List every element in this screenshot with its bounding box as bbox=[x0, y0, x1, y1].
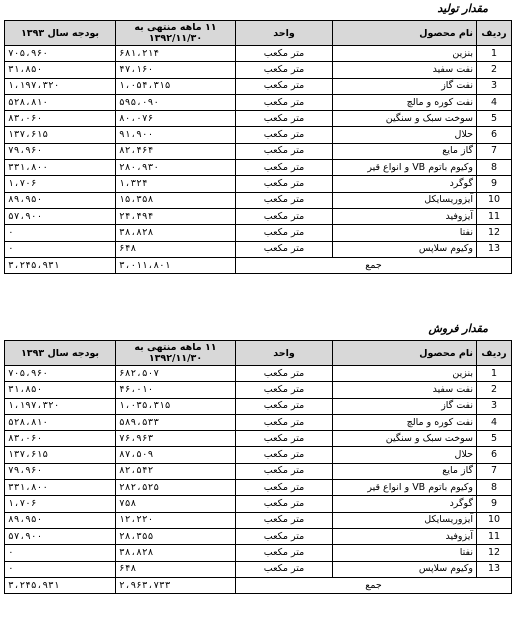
product-name: نفتا bbox=[333, 545, 477, 561]
unit-cell: متر مکعب bbox=[236, 111, 333, 127]
period-value: ۸۰،۰۷۶ bbox=[116, 111, 236, 127]
budget-value: ۱،۱۹۷،۳۲۰ bbox=[5, 398, 116, 414]
budget-value: ۱۳۷،۶۱۵ bbox=[5, 127, 116, 143]
period-value: ۸۷،۵۰۹ bbox=[116, 447, 236, 463]
row-index: 2 bbox=[477, 382, 512, 398]
product-name: سوخت سبک و سنگین bbox=[333, 431, 477, 447]
product-name: حلال bbox=[333, 127, 477, 143]
sales-header-row bbox=[5, 341, 512, 366]
unit-cell: متر مکعب bbox=[236, 127, 333, 143]
product-name: بنزین bbox=[333, 366, 477, 382]
row-index: 2 bbox=[477, 62, 512, 78]
row-index: 1 bbox=[477, 46, 512, 62]
product-name: وکیوم باتوم VB و انواع قیر bbox=[333, 160, 477, 176]
header-idx: ردیف bbox=[477, 341, 512, 366]
period-value: ۸۲،۵۴۲ bbox=[116, 463, 236, 479]
row-index: 11 bbox=[477, 208, 512, 224]
table-row bbox=[5, 496, 512, 512]
product-name: آیزوریسایکل bbox=[333, 512, 477, 528]
table-row bbox=[5, 225, 512, 241]
product-name: گوگرد bbox=[333, 496, 477, 512]
table-row bbox=[5, 111, 512, 127]
budget-value: ۱۳۷،۶۱۵ bbox=[5, 447, 116, 463]
period-value: ۱،۰۵۴،۳۱۵ bbox=[116, 78, 236, 94]
row-index: 12 bbox=[477, 225, 512, 241]
budget-value: ۱،۱۹۷،۳۲۰ bbox=[5, 78, 116, 94]
budget-value: ۸۳،۰۶۰ bbox=[5, 431, 116, 447]
product-name: گوگرد bbox=[333, 176, 477, 192]
row-index: 3 bbox=[477, 398, 512, 414]
row-index: 4 bbox=[477, 414, 512, 430]
budget-value: ۳۱،۸۵۰ bbox=[5, 62, 116, 78]
product-name: وکیوم سلاپس bbox=[333, 241, 477, 257]
production-body bbox=[5, 46, 512, 274]
unit-cell: متر مکعب bbox=[236, 447, 333, 463]
period-value: ۱۵،۳۵۸ bbox=[116, 192, 236, 208]
table-row bbox=[5, 431, 512, 447]
product-name: آیزوریسایکل bbox=[333, 192, 477, 208]
total-period-value: ۳،۰۱۱،۸۰۱ bbox=[116, 257, 236, 273]
unit-cell: متر مکعب bbox=[236, 160, 333, 176]
row-index: 13 bbox=[477, 241, 512, 257]
total-label: جمع bbox=[236, 577, 512, 593]
unit-cell: متر مکعب bbox=[236, 143, 333, 159]
row-index: 10 bbox=[477, 512, 512, 528]
unit-cell: متر مکعب bbox=[236, 545, 333, 561]
period-value: ۱۲،۲۲۰ bbox=[116, 512, 236, 528]
table-row bbox=[5, 94, 512, 110]
budget-value: ۷۰۵،۹۶۰ bbox=[5, 366, 116, 382]
unit-cell: متر مکعب bbox=[236, 480, 333, 496]
table-row bbox=[5, 447, 512, 463]
table-row bbox=[5, 78, 512, 94]
row-index: 11 bbox=[477, 528, 512, 544]
row-index: 7 bbox=[477, 463, 512, 479]
table-row bbox=[5, 143, 512, 159]
row-index: 8 bbox=[477, 160, 512, 176]
budget-value: ۳۳۱،۸۰۰ bbox=[5, 480, 116, 496]
row-index: 1 bbox=[477, 366, 512, 382]
unit-cell: متر مکعب bbox=[236, 366, 333, 382]
unit-cell: متر مکعب bbox=[236, 382, 333, 398]
period-value: ۲۸۲،۵۲۵ bbox=[116, 480, 236, 496]
production-header-row bbox=[5, 21, 512, 46]
period-value: ۷۵۸ bbox=[116, 496, 236, 512]
table-row bbox=[5, 192, 512, 208]
table-row bbox=[5, 176, 512, 192]
unit-cell: متر مکعب bbox=[236, 94, 333, 110]
budget-value: ۱،۷۰۶ bbox=[5, 496, 116, 512]
period-value: ۲۴،۴۹۴ bbox=[116, 208, 236, 224]
total-row bbox=[5, 257, 512, 273]
row-index: 10 bbox=[477, 192, 512, 208]
table-row bbox=[5, 561, 512, 577]
table-row bbox=[5, 528, 512, 544]
table-row bbox=[5, 62, 512, 78]
table-row bbox=[5, 382, 512, 398]
unit-cell: متر مکعب bbox=[236, 192, 333, 208]
product-name: نفتا bbox=[333, 225, 477, 241]
header-unit: واحد bbox=[236, 21, 333, 46]
period-value: ۶۴۸ bbox=[116, 561, 236, 577]
budget-value: ۷۰۵،۹۶۰ bbox=[5, 46, 116, 62]
total-period-value: ۲،۹۶۳،۷۳۳ bbox=[116, 577, 236, 593]
product-name: وکیوم سلاپس bbox=[333, 561, 477, 577]
period-value: ۵۹۵،۰۹۰ bbox=[116, 94, 236, 110]
product-name: حلال bbox=[333, 447, 477, 463]
total-budget-value: ۳،۲۴۵،۹۳۱ bbox=[5, 257, 116, 273]
row-index: 5 bbox=[477, 111, 512, 127]
sales-table bbox=[4, 340, 512, 594]
product-name: سوخت سبک و سنگین bbox=[333, 111, 477, 127]
budget-value: ۰ bbox=[5, 241, 116, 257]
unit-cell: متر مکعب bbox=[236, 431, 333, 447]
product-name: گاز مایع bbox=[333, 463, 477, 479]
header-budget: بودجه سال ۱۳۹۳ bbox=[5, 341, 116, 366]
product-name: آیزوفید bbox=[333, 528, 477, 544]
product-name: نفت سفید bbox=[333, 62, 477, 78]
table-row bbox=[5, 241, 512, 257]
table-row bbox=[5, 463, 512, 479]
total-row bbox=[5, 577, 512, 593]
period-value: ۱،۰۳۵،۳۱۵ bbox=[116, 398, 236, 414]
unit-cell: متر مکعب bbox=[236, 414, 333, 430]
row-index: 5 bbox=[477, 431, 512, 447]
row-index: 3 bbox=[477, 78, 512, 94]
budget-value: ۸۹،۹۵۰ bbox=[5, 512, 116, 528]
budget-value: ۸۳،۰۶۰ bbox=[5, 111, 116, 127]
table-row bbox=[5, 398, 512, 414]
period-value: ۸۲،۴۶۴ bbox=[116, 143, 236, 159]
table-row bbox=[5, 480, 512, 496]
header-unit: واحد bbox=[236, 341, 333, 366]
unit-cell: متر مکعب bbox=[236, 561, 333, 577]
period-value: ۶۸۲،۵۰۷ bbox=[116, 366, 236, 382]
period-value: ۶۴۸ bbox=[116, 241, 236, 257]
budget-value: ۰ bbox=[5, 545, 116, 561]
sales-title: مقدار فروش bbox=[428, 322, 488, 335]
budget-value: ۵۲۸،۸۱۰ bbox=[5, 94, 116, 110]
table-row bbox=[5, 127, 512, 143]
unit-cell: متر مکعب bbox=[236, 496, 333, 512]
row-index: 4 bbox=[477, 94, 512, 110]
table-row bbox=[5, 366, 512, 382]
unit-cell: متر مکعب bbox=[236, 512, 333, 528]
row-index: 9 bbox=[477, 176, 512, 192]
header-budget: بودجه سال ۱۳۹۳ bbox=[5, 21, 116, 46]
period-value: ۵۸۹،۵۳۳ bbox=[116, 414, 236, 430]
period-value: ۷۶،۹۶۳ bbox=[116, 431, 236, 447]
product-name: نفت کوره و مالچ bbox=[333, 414, 477, 430]
row-index: 13 bbox=[477, 561, 512, 577]
row-index: 8 bbox=[477, 480, 512, 496]
unit-cell: متر مکعب bbox=[236, 62, 333, 78]
unit-cell: متر مکعب bbox=[236, 463, 333, 479]
product-name: آیزوفید bbox=[333, 208, 477, 224]
production-table bbox=[4, 20, 512, 274]
unit-cell: متر مکعب bbox=[236, 208, 333, 224]
period-value: ۲۸۰،۹۳۰ bbox=[116, 160, 236, 176]
period-value: ۴۶،۰۱۰ bbox=[116, 382, 236, 398]
header-product-name: نام محصول bbox=[333, 341, 477, 366]
table-row bbox=[5, 414, 512, 430]
table-row bbox=[5, 545, 512, 561]
table-row bbox=[5, 46, 512, 62]
budget-value: ۰ bbox=[5, 225, 116, 241]
product-name: نفت گاز bbox=[333, 78, 477, 94]
row-index: 6 bbox=[477, 447, 512, 463]
period-value: ۹۱،۹۰۰ bbox=[116, 127, 236, 143]
unit-cell: متر مکعب bbox=[236, 225, 333, 241]
row-index: 9 bbox=[477, 496, 512, 512]
budget-value: ۳۳۱،۸۰۰ bbox=[5, 160, 116, 176]
unit-cell: متر مکعب bbox=[236, 78, 333, 94]
sales-body bbox=[5, 366, 512, 594]
budget-value: ۷۹،۹۶۰ bbox=[5, 143, 116, 159]
row-index: 7 bbox=[477, 143, 512, 159]
budget-value: ۵۷،۹۰۰ bbox=[5, 528, 116, 544]
row-index: 12 bbox=[477, 545, 512, 561]
budget-value: ۰ bbox=[5, 561, 116, 577]
table-row bbox=[5, 512, 512, 528]
production-title: مقدار تولید bbox=[437, 2, 488, 15]
header-period: ۱۱ ماهه منتهی به ۱۳۹۲/۱۱/۳۰ bbox=[116, 21, 236, 46]
product-name: وکیوم باتوم VB و انواع قیر bbox=[333, 480, 477, 496]
unit-cell: متر مکعب bbox=[236, 528, 333, 544]
header-idx: ردیف bbox=[477, 21, 512, 46]
budget-value: ۳۱،۸۵۰ bbox=[5, 382, 116, 398]
unit-cell: متر مکعب bbox=[236, 398, 333, 414]
product-name: نفت سفید bbox=[333, 382, 477, 398]
budget-value: ۵۷،۹۰۰ bbox=[5, 208, 116, 224]
row-index: 6 bbox=[477, 127, 512, 143]
period-value: ۱،۳۲۴ bbox=[116, 176, 236, 192]
table-row bbox=[5, 208, 512, 224]
budget-value: ۷۹،۹۶۰ bbox=[5, 463, 116, 479]
unit-cell: متر مکعب bbox=[236, 46, 333, 62]
total-budget-value: ۳،۲۴۵،۹۳۱ bbox=[5, 577, 116, 593]
period-value: ۴۷،۱۶۰ bbox=[116, 62, 236, 78]
header-product-name: نام محصول bbox=[333, 21, 477, 46]
period-value: ۲۸،۳۵۵ bbox=[116, 528, 236, 544]
product-name: نفت گاز bbox=[333, 398, 477, 414]
total-label: جمع bbox=[236, 257, 512, 273]
product-name: نفت کوره و مالچ bbox=[333, 94, 477, 110]
budget-value: ۵۲۸،۸۱۰ bbox=[5, 414, 116, 430]
budget-value: ۱،۷۰۶ bbox=[5, 176, 116, 192]
period-value: ۳۸،۸۲۸ bbox=[116, 545, 236, 561]
unit-cell: متر مکعب bbox=[236, 241, 333, 257]
period-value: ۶۸۱،۲۱۴ bbox=[116, 46, 236, 62]
product-name: گاز مایع bbox=[333, 143, 477, 159]
budget-value: ۸۹،۹۵۰ bbox=[5, 192, 116, 208]
product-name: بنزین bbox=[333, 46, 477, 62]
header-period: ۱۱ ماهه منتهی به ۱۳۹۲/۱۱/۳۰ bbox=[116, 341, 236, 366]
table-row bbox=[5, 160, 512, 176]
unit-cell: متر مکعب bbox=[236, 176, 333, 192]
period-value: ۳۸،۸۲۸ bbox=[116, 225, 236, 241]
